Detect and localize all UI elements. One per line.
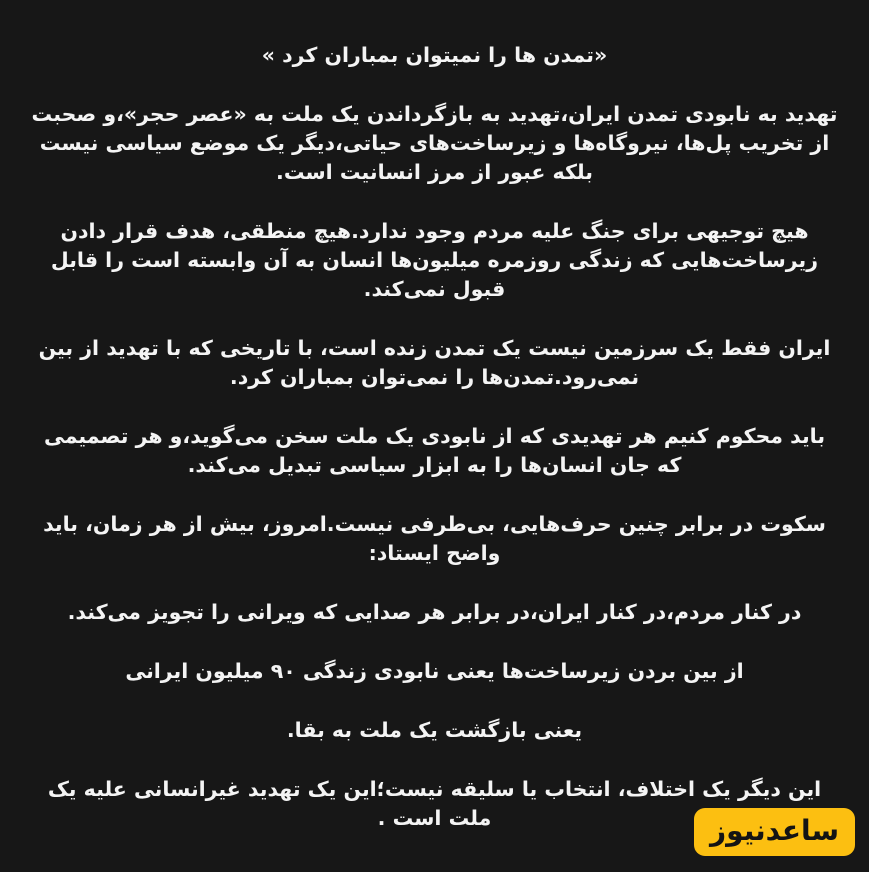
paragraph-inhuman-threat: این دیگر یک اختلاف، انتخاب یا سلیقه نیست؛این یک تهدید غیرانسانی علیه یک ملت است . [47, 777, 822, 830]
paragraph-condemn-threats: باید محکوم کنیم هر تهدیدی که از نابودی یک ملت سخن می‌گوید،و هر تصمیمی که جان انسان‌ها را به ابزار سیاسی تبدیل می‌کند. [43, 424, 826, 477]
paragraph-return-to-survival: یعنی بازگشت یک ملت به بقا. [286, 718, 583, 742]
paragraph-90-million: از بین بردن زیرساخت‌ها یعنی نابودی زندگی ۹۰ میلیون ایرانی [125, 659, 744, 683]
paragraph-silence-not-neutrality: سکوت در برابر چنین حرف‌هایی، بی‌طرفی نیست.امروز، بیش از هر زمان، باید واضح ایستاد: [43, 512, 826, 565]
paragraph-no-justification: هیچ توجیهی برای جنگ علیه مردم وجود ندارد.هیچ منطقی، هدف قرار دادن زیرساخت‌هایی که زندگی روزمره میلیون‌ها انسان به آن وابسته است را قابل قبول نمی‌کند. [50, 219, 819, 301]
paragraph-threat-to-civilization: تهدید به نابودی تمدن ایران،تهدید به بازگرداندن یک ملت به «عصر حجر»،و صحبت از تخریب پل‌ها، نیروگاه‌ها و زیرساخت‌های حیاتی،دیگر یک موضع سیاسی نیست بلکه عبور از مرز انسانیت است. [31, 102, 838, 184]
saednews-watermark-logo: ساعدنیوز [694, 808, 855, 856]
post-title: «تمدن ها را نمیتوان بمباران کرد » [261, 43, 608, 67]
paragraph-iran-living-civilization: ایران فقط یک سرزمین نیست یک تمدن زنده است، با تاریخی که با تهدید از بین نمی‌رود.تمدن‌ها را نمی‌توان بمباران کرد. [38, 336, 831, 389]
paragraph-beside-people: در کنار مردم،در کنار ایران،در برابر هر صدایی که ویرانی را تجویز می‌کند. [67, 600, 802, 624]
